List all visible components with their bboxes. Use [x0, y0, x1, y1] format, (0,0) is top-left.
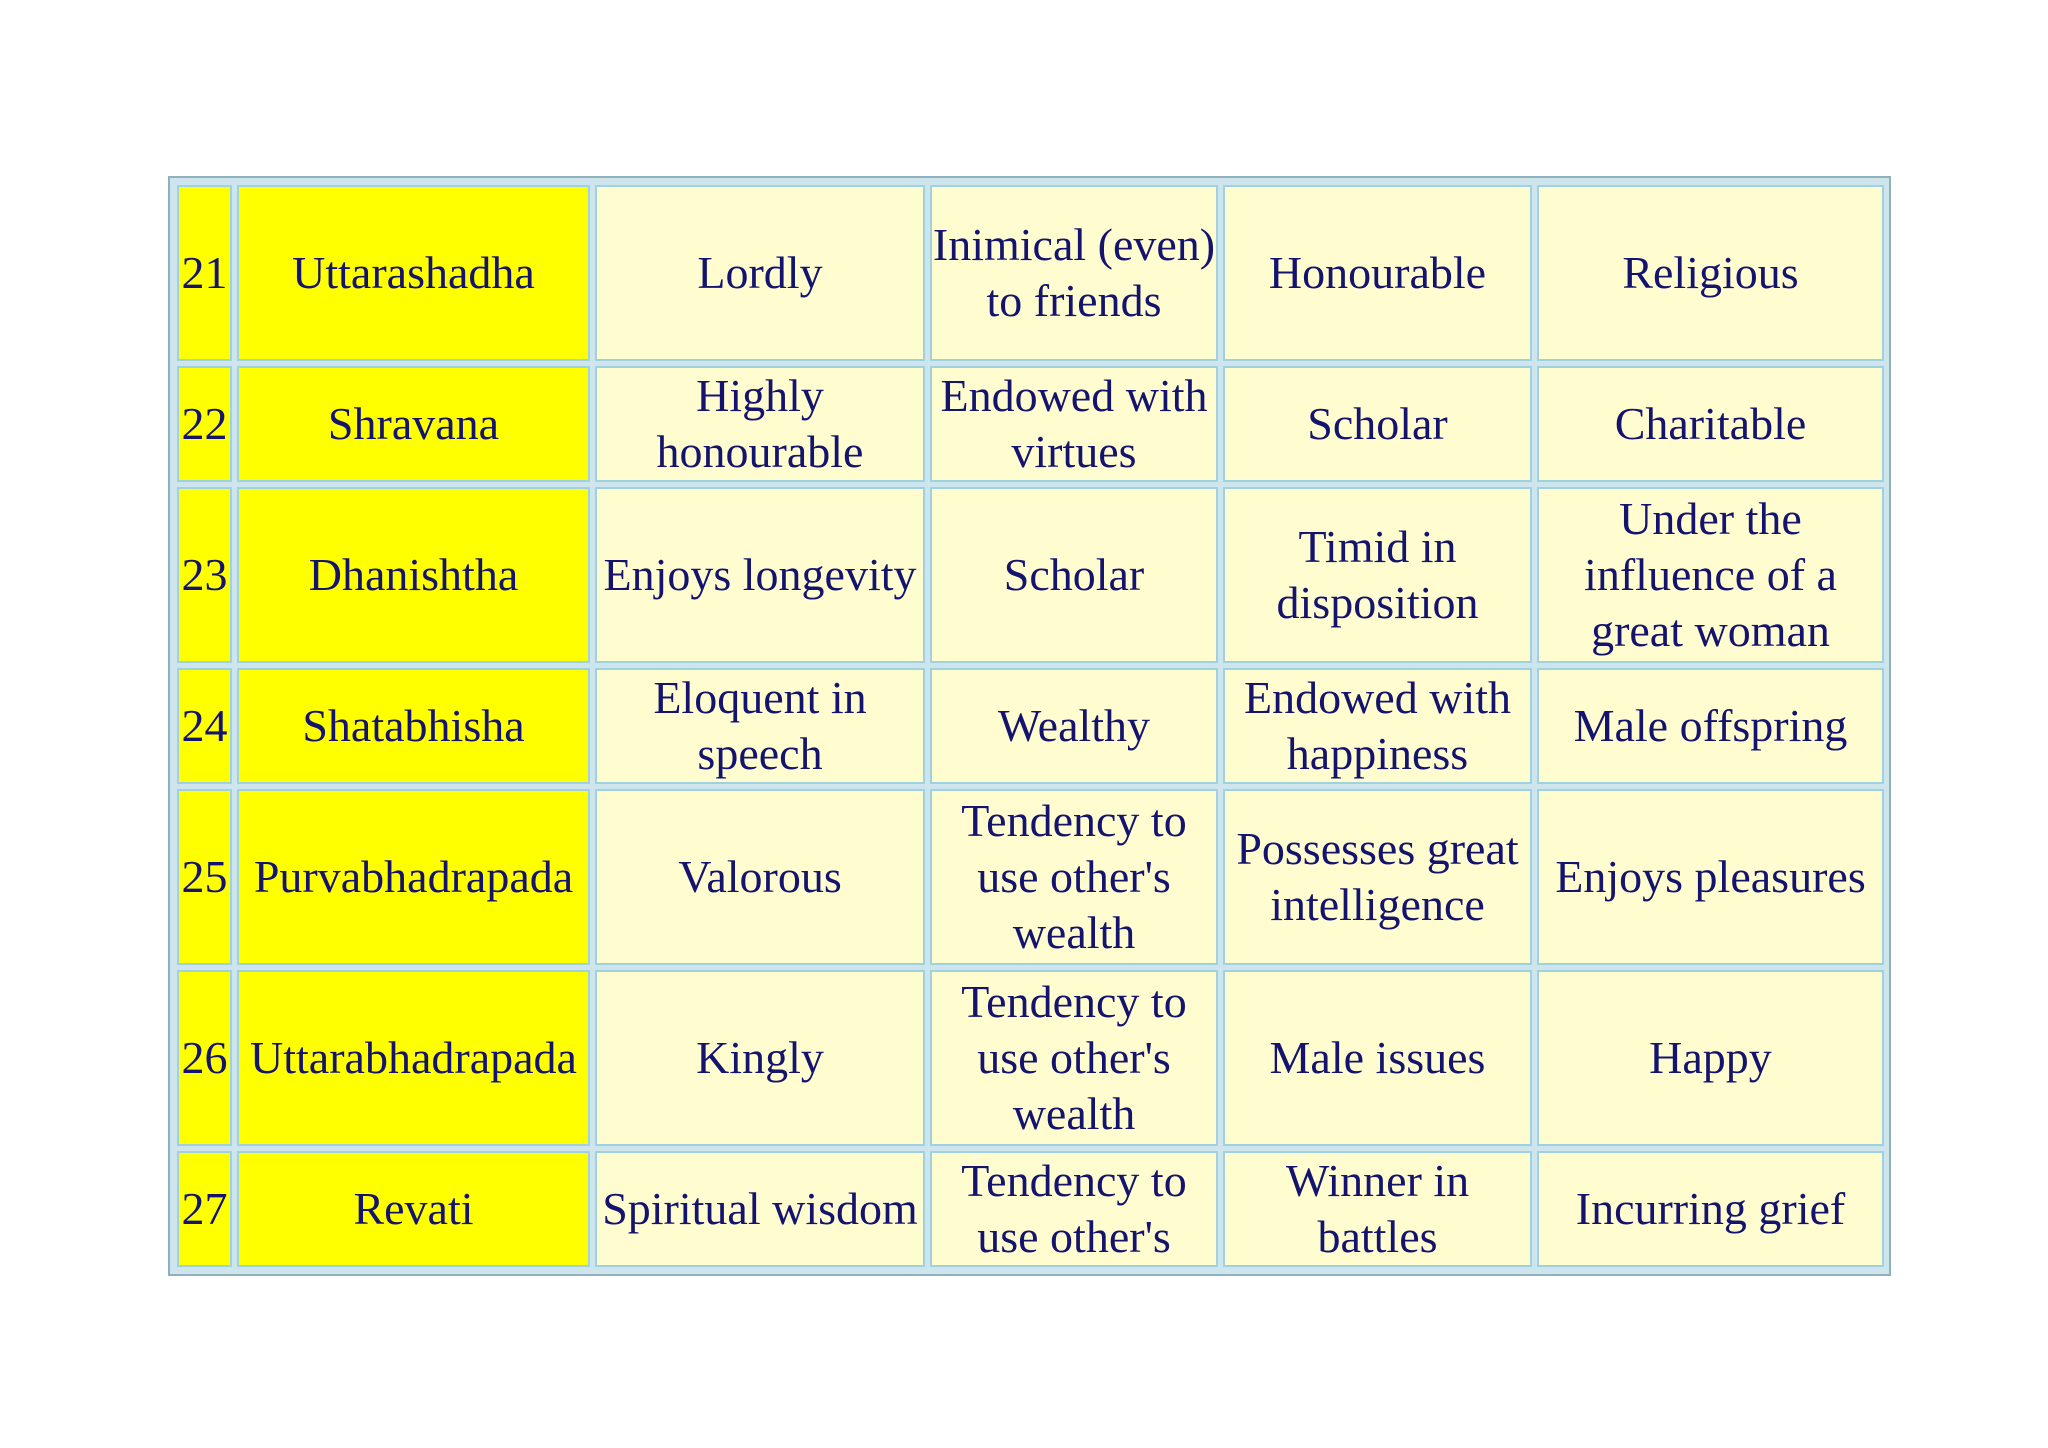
nakshatra-number-cell: 21 — [177, 185, 232, 361]
trait-cell: Male offspring — [1537, 668, 1884, 784]
trait-cell: Charitable — [1537, 366, 1884, 482]
trait-cell: Male issues — [1223, 970, 1532, 1146]
trait-cell: Happy — [1537, 970, 1884, 1146]
trait-cell: Tendency to use other's — [930, 1151, 1218, 1268]
trait-cell: Winner in battles — [1223, 1151, 1532, 1268]
nakshatra-number-cell: 24 — [177, 668, 232, 784]
nakshatra-number-cell: 25 — [177, 789, 232, 965]
trait-cell: Highly honourable — [595, 366, 925, 482]
trait-cell: Under the influence of a great woman — [1537, 487, 1884, 663]
trait-cell: Possesses great intelligence — [1223, 789, 1532, 965]
table-row — [177, 185, 1884, 361]
trait-cell: Timid in disposition — [1223, 487, 1532, 663]
table-row — [177, 487, 1884, 663]
trait-cell: Tendency to use other's wealth — [930, 970, 1218, 1146]
table-row — [177, 1151, 1884, 1268]
nakshatra-name-cell: Uttarabhadrapada — [237, 970, 590, 1146]
table-row — [177, 970, 1884, 1146]
table-row — [177, 366, 1884, 482]
table-row — [177, 668, 1884, 784]
nakshatra-number-cell: 26 — [177, 970, 232, 1146]
trait-cell: Wealthy — [930, 668, 1218, 784]
trait-cell: Valorous — [595, 789, 925, 965]
nakshatra-name-cell: Purvabhadrapada — [237, 789, 590, 965]
trait-cell: Scholar — [930, 487, 1218, 663]
trait-cell: Lordly — [595, 185, 925, 361]
nakshatra-number-cell: 27 — [177, 1151, 232, 1268]
nakshatra-name-cell: Uttarashadha — [237, 185, 590, 361]
nakshatra-number-cell: 23 — [177, 487, 232, 663]
trait-cell: Honourable — [1223, 185, 1532, 361]
nakshatra-number-cell: 22 — [177, 366, 232, 482]
trait-cell: Endowed with happiness — [1223, 668, 1532, 784]
trait-cell: Eloquent in speech — [595, 668, 925, 784]
nakshatra-name-cell: Shatabhisha — [237, 668, 590, 784]
trait-cell: Inimical (even) to friends — [930, 185, 1218, 361]
trait-cell: Spiritual wisdom — [595, 1151, 925, 1268]
trait-cell: Enjoys pleasures — [1537, 789, 1884, 965]
nakshatra-traits-table — [172, 180, 1889, 1272]
nakshatra-name-cell: Revati — [237, 1151, 590, 1268]
trait-cell: Incurring grief — [1537, 1151, 1884, 1268]
nakshatra-name-cell: Dhanishtha — [237, 487, 590, 663]
nakshatra-table-container — [168, 176, 1891, 1276]
trait-cell: Tendency to use other's wealth — [930, 789, 1218, 965]
table-row — [177, 789, 1884, 965]
trait-cell: Scholar — [1223, 366, 1532, 482]
trait-cell: Religious — [1537, 185, 1884, 361]
trait-cell: Kingly — [595, 970, 925, 1146]
trait-cell: Endowed with virtues — [930, 366, 1218, 482]
nakshatra-name-cell: Shravana — [237, 366, 590, 482]
trait-cell: Enjoys longevity — [595, 487, 925, 663]
